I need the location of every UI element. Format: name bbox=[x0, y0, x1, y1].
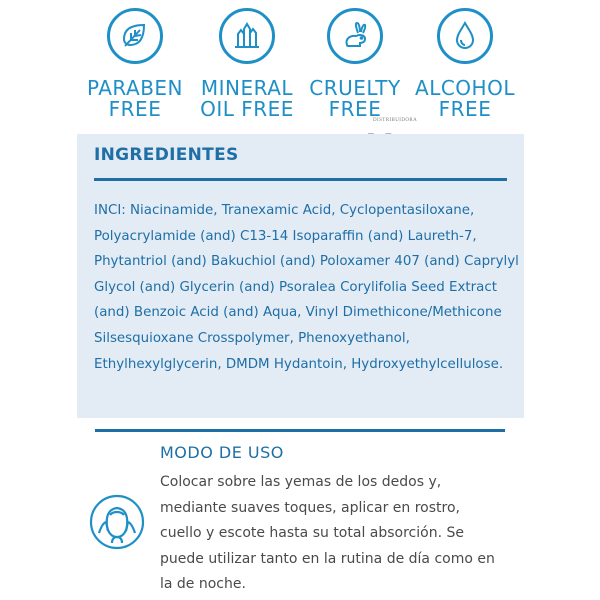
claims-badges bbox=[75, 0, 525, 130]
ingredients-title: INGREDIENTES bbox=[94, 145, 239, 165]
badge-label: CRUELTY FREE bbox=[309, 76, 401, 121]
badge-label: ALCOHOL FREE bbox=[415, 76, 515, 121]
ingredients-divider bbox=[94, 178, 507, 181]
face-touch-icon bbox=[88, 493, 146, 551]
badge-alcohol-free bbox=[405, 8, 525, 120]
ingredients-panel bbox=[77, 134, 524, 418]
watermark-small-text: DISTRIBUIDORA bbox=[373, 118, 418, 123]
badge-label: PARABEN FREE bbox=[86, 76, 184, 121]
usage-divider bbox=[95, 429, 505, 432]
drop-icon bbox=[437, 8, 493, 64]
badge-label: MINERAL OIL FREE bbox=[200, 76, 294, 121]
badge-mineral-oil-free bbox=[187, 8, 307, 120]
badge-cruelty-free bbox=[295, 8, 415, 120]
leaf-icon bbox=[107, 8, 163, 64]
usage-text: Colocar sobre las yemas de los dedos y, mediante suaves toques, aplicar en rostro, cuello y escote hasta su total absorción. Se puede utilizar tanto en la rutina de día como en la de noche. bbox=[160, 474, 495, 592]
rabbit-icon bbox=[327, 8, 383, 64]
usage-title: MODO DE USO bbox=[160, 443, 284, 462]
crystal-icon bbox=[219, 8, 275, 64]
badge-paraben-free bbox=[75, 8, 195, 120]
ingredients-text: INCI: Niacinamide, Tranexamic Acid, Cyclopentasiloxane, Polyacrylamide (and) C13-14 Isoparaffin (and) Laureth-7, Phytantriol (and) Bakuchiol (and) Poloxamer 407 (and) Caprylyl Glycol (and) Glycerin (and) Psoralea Corylifolia Seed Extract (and) Benzoic Acid (and) Aqua, Vinyl Dimethicone/Methicone Silsesquioxane Crosspolymer, Phenoxyethanol, Ethylhexylglycerin, DMDM Hydantoin, Hydroxyethylcellulose. bbox=[94, 203, 519, 372]
